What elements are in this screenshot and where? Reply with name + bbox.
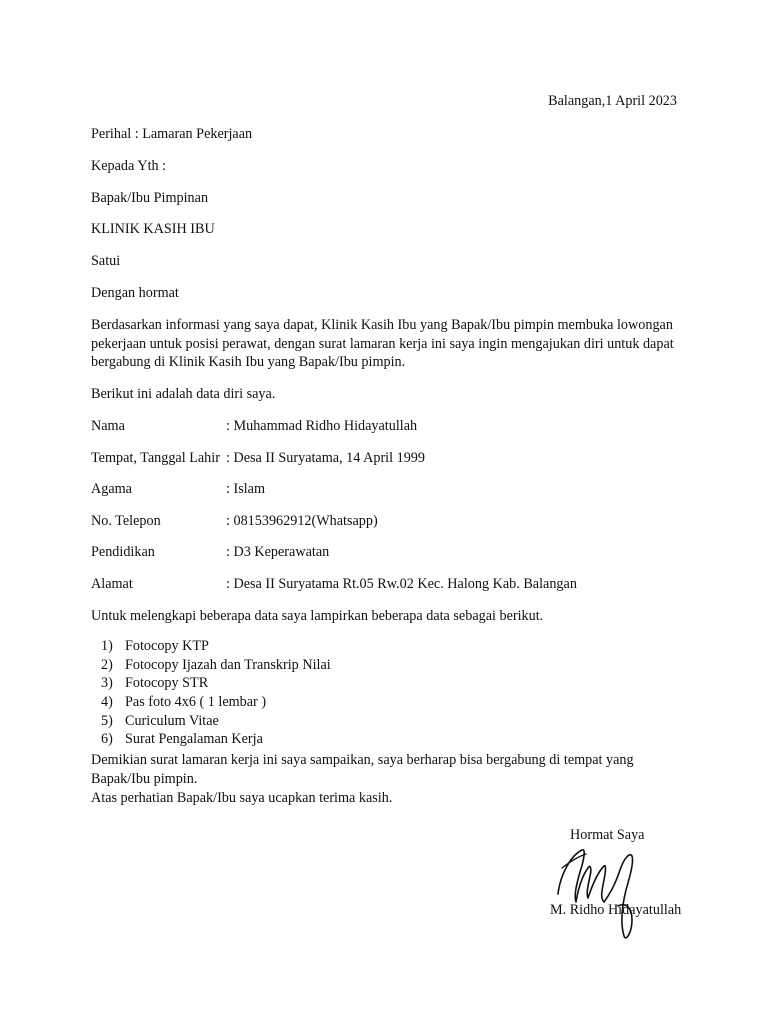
recipient-company: KLINIK KASIH IBU xyxy=(91,221,215,237)
letter-subject: Perihal : Lamaran Pekerjaan xyxy=(91,126,253,142)
list-item: 3) Fotocopy STR xyxy=(101,675,209,692)
field-label-address: Alamat xyxy=(91,576,133,592)
attachments-list xyxy=(91,637,331,749)
intro-line: pekerjaan untuk posisi perawat, dengan surat lamaran kerja ini saya ingin mengajukan diri untuk dapat xyxy=(91,335,674,352)
list-item: 1) Fotocopy KTP xyxy=(101,638,209,654)
signature-icon xyxy=(550,846,660,946)
recipient-salutation: Kepada Yth : xyxy=(91,158,167,174)
field-label-birth: Tempat, Tanggal Lahir xyxy=(91,450,220,466)
field-label-phone: No. Telepon xyxy=(91,513,161,529)
list-item: 6) Surat Pengalaman Kerja xyxy=(101,731,263,748)
field-value-religion: : Islam xyxy=(226,481,266,497)
list-item: 4) Pas foto 4x6 ( 1 lembar ) xyxy=(101,694,267,711)
letter-date: Balangan,1 April 2023 xyxy=(548,93,677,109)
recipient-title: Bapak/Ibu Pimpinan xyxy=(91,190,209,206)
field-label-religion: Agama xyxy=(91,481,132,497)
field-label-education: Pendidikan xyxy=(91,544,155,560)
list-item: 2) Fotocopy Ijazah dan Transkrip Nilai xyxy=(101,656,331,673)
greeting: Dengan hormat xyxy=(91,285,179,301)
intro-paragraph xyxy=(91,316,676,372)
sign-off: Hormat Saya xyxy=(570,827,645,843)
closing-line: Atas perhatian Bapak/Ibu saya ucapkan terima kasih. xyxy=(91,790,393,806)
field-value-birth: : Desa II Suryatama, 14 April 1999 xyxy=(226,450,425,466)
closing-line: Demikian surat lamaran kerja ini saya sampaikan, saya berharap bisa bergabung di tempat yang xyxy=(91,752,634,768)
closing-line: Bapak/Ibu pimpin. xyxy=(91,771,198,787)
field-label-name: Nama xyxy=(91,418,125,434)
intro-line: Berdasarkan informasi yang saya dapat, Klinik Kasih Ibu yang Bapak/Ibu pimpin membuka lowongan xyxy=(91,317,673,333)
signer-name: M. Ridho Hidayatullah xyxy=(550,902,682,918)
field-value-address: : Desa II Suryatama Rt.05 Rw.02 Kec. Halong Kab. Balangan xyxy=(226,576,577,592)
field-value-name: : Muhammad Ridho Hidayatullah xyxy=(226,418,418,434)
intro-line: bergabung di Klinik Kasih Ibu yang Bapak/Ibu pimpin. xyxy=(91,354,406,370)
field-value-phone: : 08153962912(Whatsapp) xyxy=(226,513,378,529)
attachments-intro: Untuk melengkapi beberapa data saya lampirkan beberapa data sebagai berikut. xyxy=(91,608,544,624)
closing-paragraph xyxy=(91,751,676,808)
field-value-education: : D3 Keperawatan xyxy=(226,544,330,560)
list-item: 5) Curiculum Vitae xyxy=(101,712,219,729)
recipient-city: Satui xyxy=(91,253,121,269)
data-intro: Berikut ini adalah data diri saya. xyxy=(91,386,276,402)
